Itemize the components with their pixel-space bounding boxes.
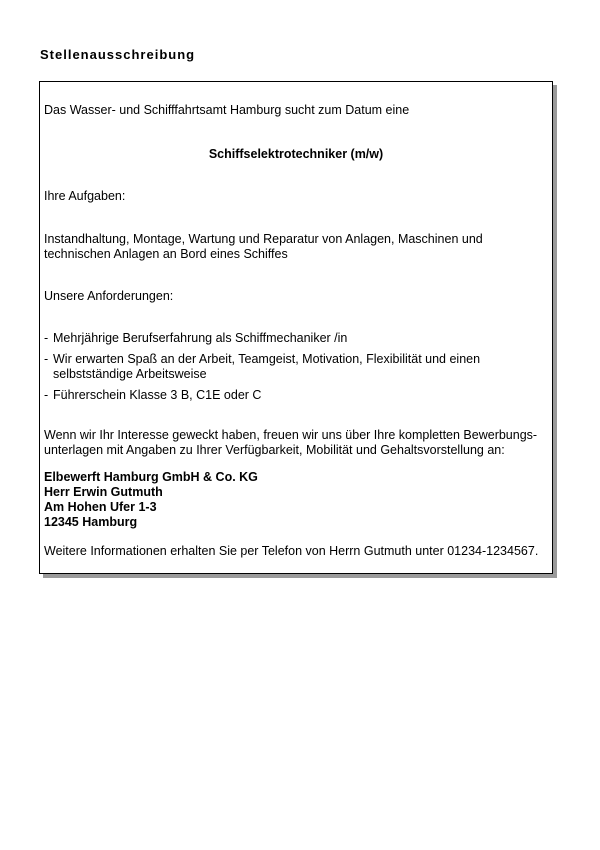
requirement-line: - Wir erwarten Spaß an der Arbeit, Teamgeist, Motivation, Flexibilität und einen bbox=[53, 352, 481, 366]
intro-text: Das Wasser- und Schifffahrtsamt Hamburg sucht zum Datum eine bbox=[44, 103, 410, 117]
contact-person: Herr Erwin Gutmuth bbox=[44, 485, 163, 499]
contact-info: Weitere Informationen erhalten Sie per Telefon von Herrn Gutmuth unter 01234-1234567. bbox=[44, 544, 539, 558]
tasks-text bbox=[44, 232, 524, 262]
job-ad-box bbox=[39, 81, 553, 574]
tasks-heading: Ihre Aufgaben: bbox=[44, 189, 126, 203]
postal-city: 12345 Hamburg bbox=[44, 515, 138, 529]
street-address: Am Hohen Ufer 1-3 bbox=[44, 500, 157, 514]
requirements-list bbox=[44, 331, 524, 409]
company-name: Elbewerft Hamburg GmbH & Co. KG bbox=[44, 470, 258, 484]
requirement-item: - Mehrjährige Berufserfahrung als Schiffmechaniker /in bbox=[44, 331, 524, 346]
contact-address bbox=[44, 470, 258, 530]
requirement-line: selbstständige Arbeitsweise bbox=[53, 367, 207, 381]
requirements-heading: Unsere Anforderungen: bbox=[44, 289, 174, 303]
requirement-item bbox=[44, 352, 524, 382]
application-line: Wenn wir Ihr Interesse geweckt haben, freuen wir uns über Ihre kompletten Bewerbungs- bbox=[44, 428, 538, 442]
tasks-line: technischen Anlagen an Bord eines Schiffes bbox=[44, 247, 288, 261]
application-text bbox=[44, 428, 549, 458]
requirement-item: - Führerschein Klasse 3 B, C1E oder C bbox=[44, 388, 524, 403]
tasks-line: Instandhaltung, Montage, Wartung und Reparatur von Anlagen, Maschinen und bbox=[44, 232, 483, 246]
job-title: Schiffselektrotechniker (m/w) bbox=[208, 147, 384, 161]
application-line: unterlagen mit Angaben zu Ihrer Verfügbarkeit, Mobilität und Gehaltsvorstellung an: bbox=[44, 443, 505, 457]
page-heading: Stellenausschreibung bbox=[40, 47, 196, 62]
